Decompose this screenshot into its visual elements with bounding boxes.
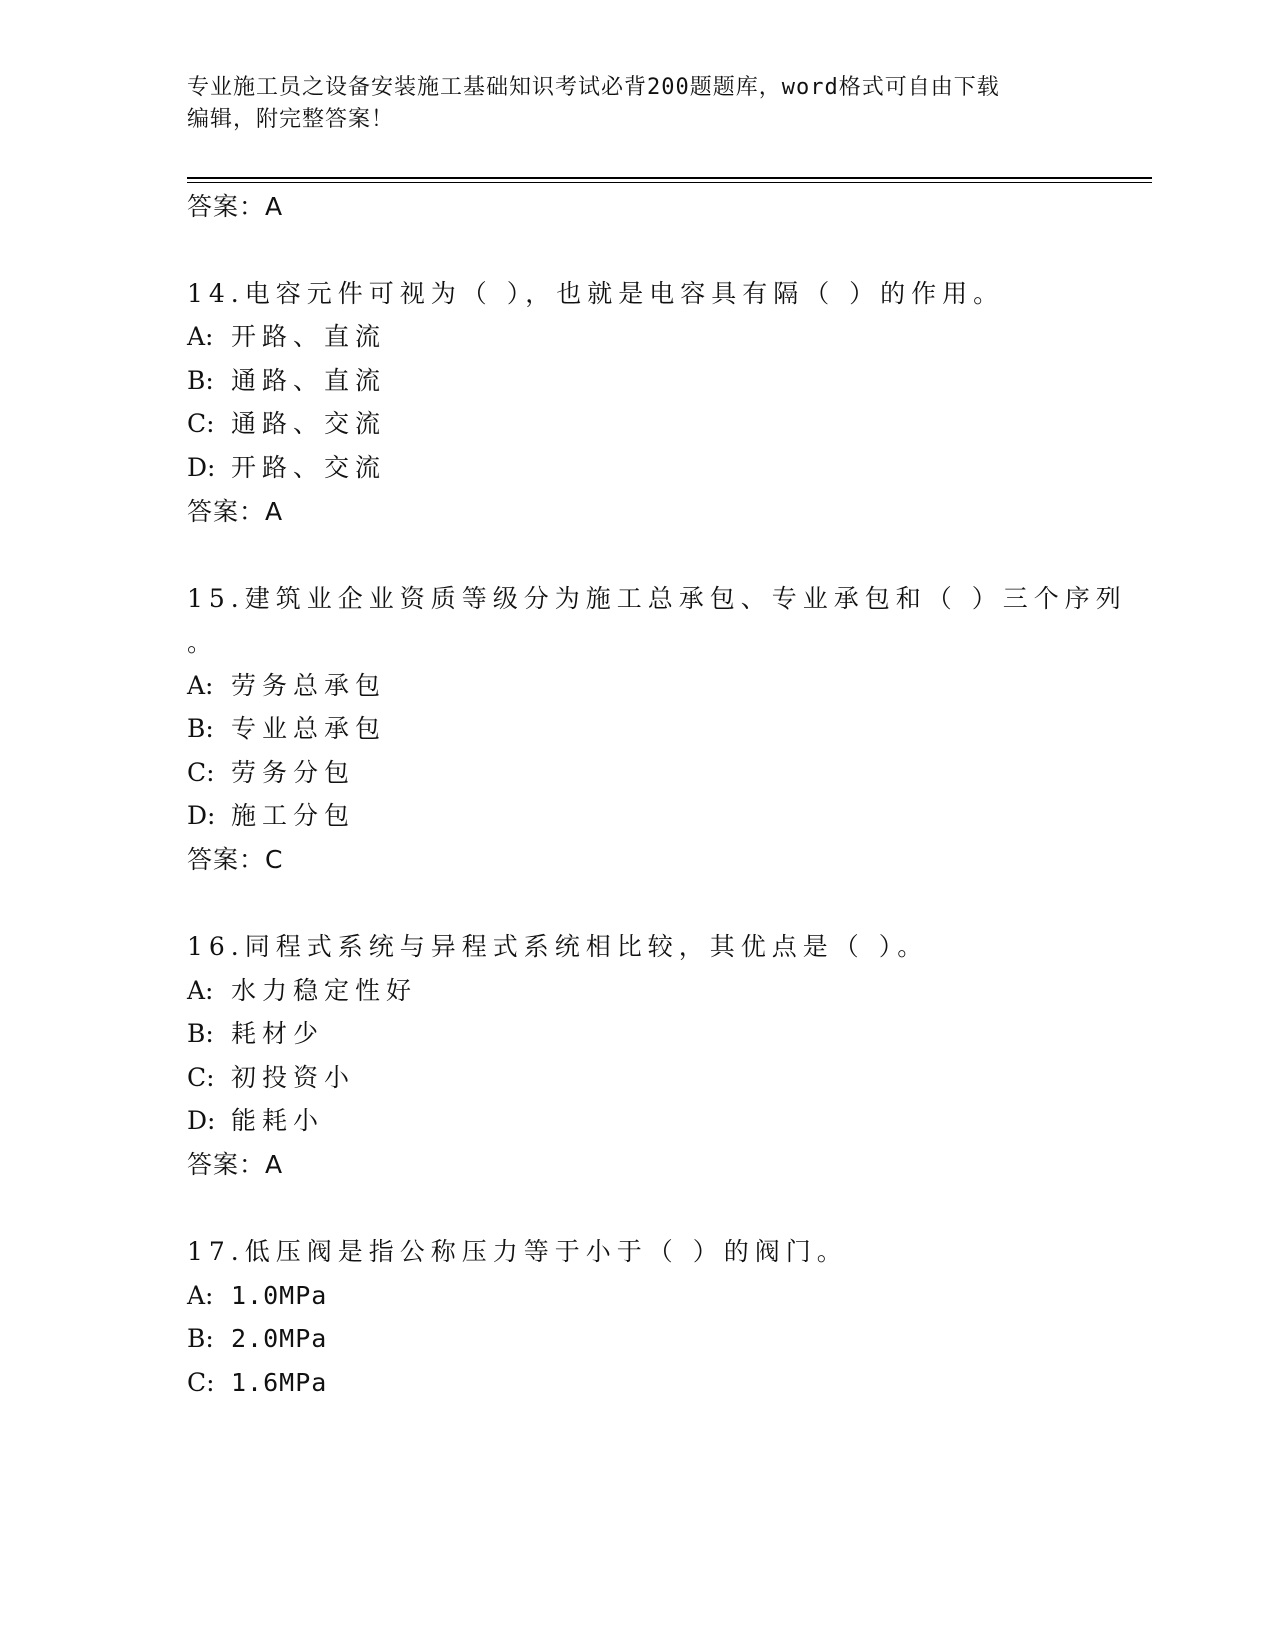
q17-option-b [187,1324,327,1354]
header-divider-thin [187,182,1152,183]
option-letter: B: [187,714,214,743]
q16-option-a [187,976,417,1006]
option-text: 初投资小 [231,1063,356,1092]
option-letter: A: [187,322,214,351]
question-17: 17.低压阀是指公称压力等于小于（ ）的阀门。 [187,1237,848,1266]
option-letter: C: [187,1368,215,1397]
option-letter: C: [187,409,215,438]
option-letter: D: [187,453,216,482]
q14-option-a [187,322,386,352]
option-letter: A: [187,1281,214,1310]
option-text: 劳务总承包 [231,671,387,700]
q17-option-c [187,1368,327,1398]
q16-option-c [187,1063,355,1093]
option-text: 施工分包 [231,801,356,830]
option-letter: D: [187,801,216,830]
option-letter: B: [187,1019,214,1048]
q17-option-a [187,1281,327,1311]
q15-option-a [187,671,386,701]
document-header [187,72,1067,136]
option-letter: A: [187,671,214,700]
q15-option-d [187,801,355,831]
option-letter: C: [187,758,215,787]
option-text: 通路、交流 [231,409,387,438]
answer-q13: 答案：A [187,192,284,221]
q14-option-d [187,453,386,483]
question-14: 14.电容元件可视为（ ），也就是电容具有隔（ ）的作用。 [187,279,1005,308]
option-text: 耗材少 [231,1019,325,1048]
header-divider-thick [187,177,1152,179]
option-text: 水力稳定性好 [231,976,418,1005]
option-text: 劳务分包 [231,758,356,787]
question-15-tail: 。 [187,628,213,657]
option-text: 1.6MPa [231,1368,328,1397]
option-letter: B: [187,366,214,395]
option-letter: B: [187,1324,214,1353]
answer-q16: 答案：A [187,1150,284,1179]
option-text: 开路、交流 [231,453,387,482]
option-letter: C: [187,1063,215,1092]
q14-option-c [187,409,386,439]
option-text: 通路、直流 [231,366,387,395]
q14-option-b [187,366,386,396]
q16-option-d [187,1106,324,1136]
option-letter: A: [187,976,214,1005]
option-text: 2.0MPa [231,1324,328,1353]
question-16: 16.同程式系统与异程式系统相比较，其优点是（ ）。 [187,932,929,961]
question-15: 15.建筑业企业资质等级分为施工总承包、专业承包和（ ）三个序列 [187,584,1127,613]
q16-option-b [187,1019,324,1049]
option-text: 1.0MPa [231,1281,328,1310]
option-letter: D: [187,1106,216,1135]
q15-option-b [187,714,386,744]
option-text: 开路、直流 [231,322,387,351]
q15-option-c [187,758,355,788]
answer-q15: 答案：C [187,845,284,874]
option-text: 专业总承包 [231,714,387,743]
header-line-2: 编辑，附完整答案！ [187,107,395,132]
header-line-1: 专业施工员之设备安装施工基础知识考试必背200题题库，word格式可自由下载 [187,75,1000,100]
option-text: 能耗小 [231,1106,325,1135]
answer-q14: 答案：A [187,497,284,526]
